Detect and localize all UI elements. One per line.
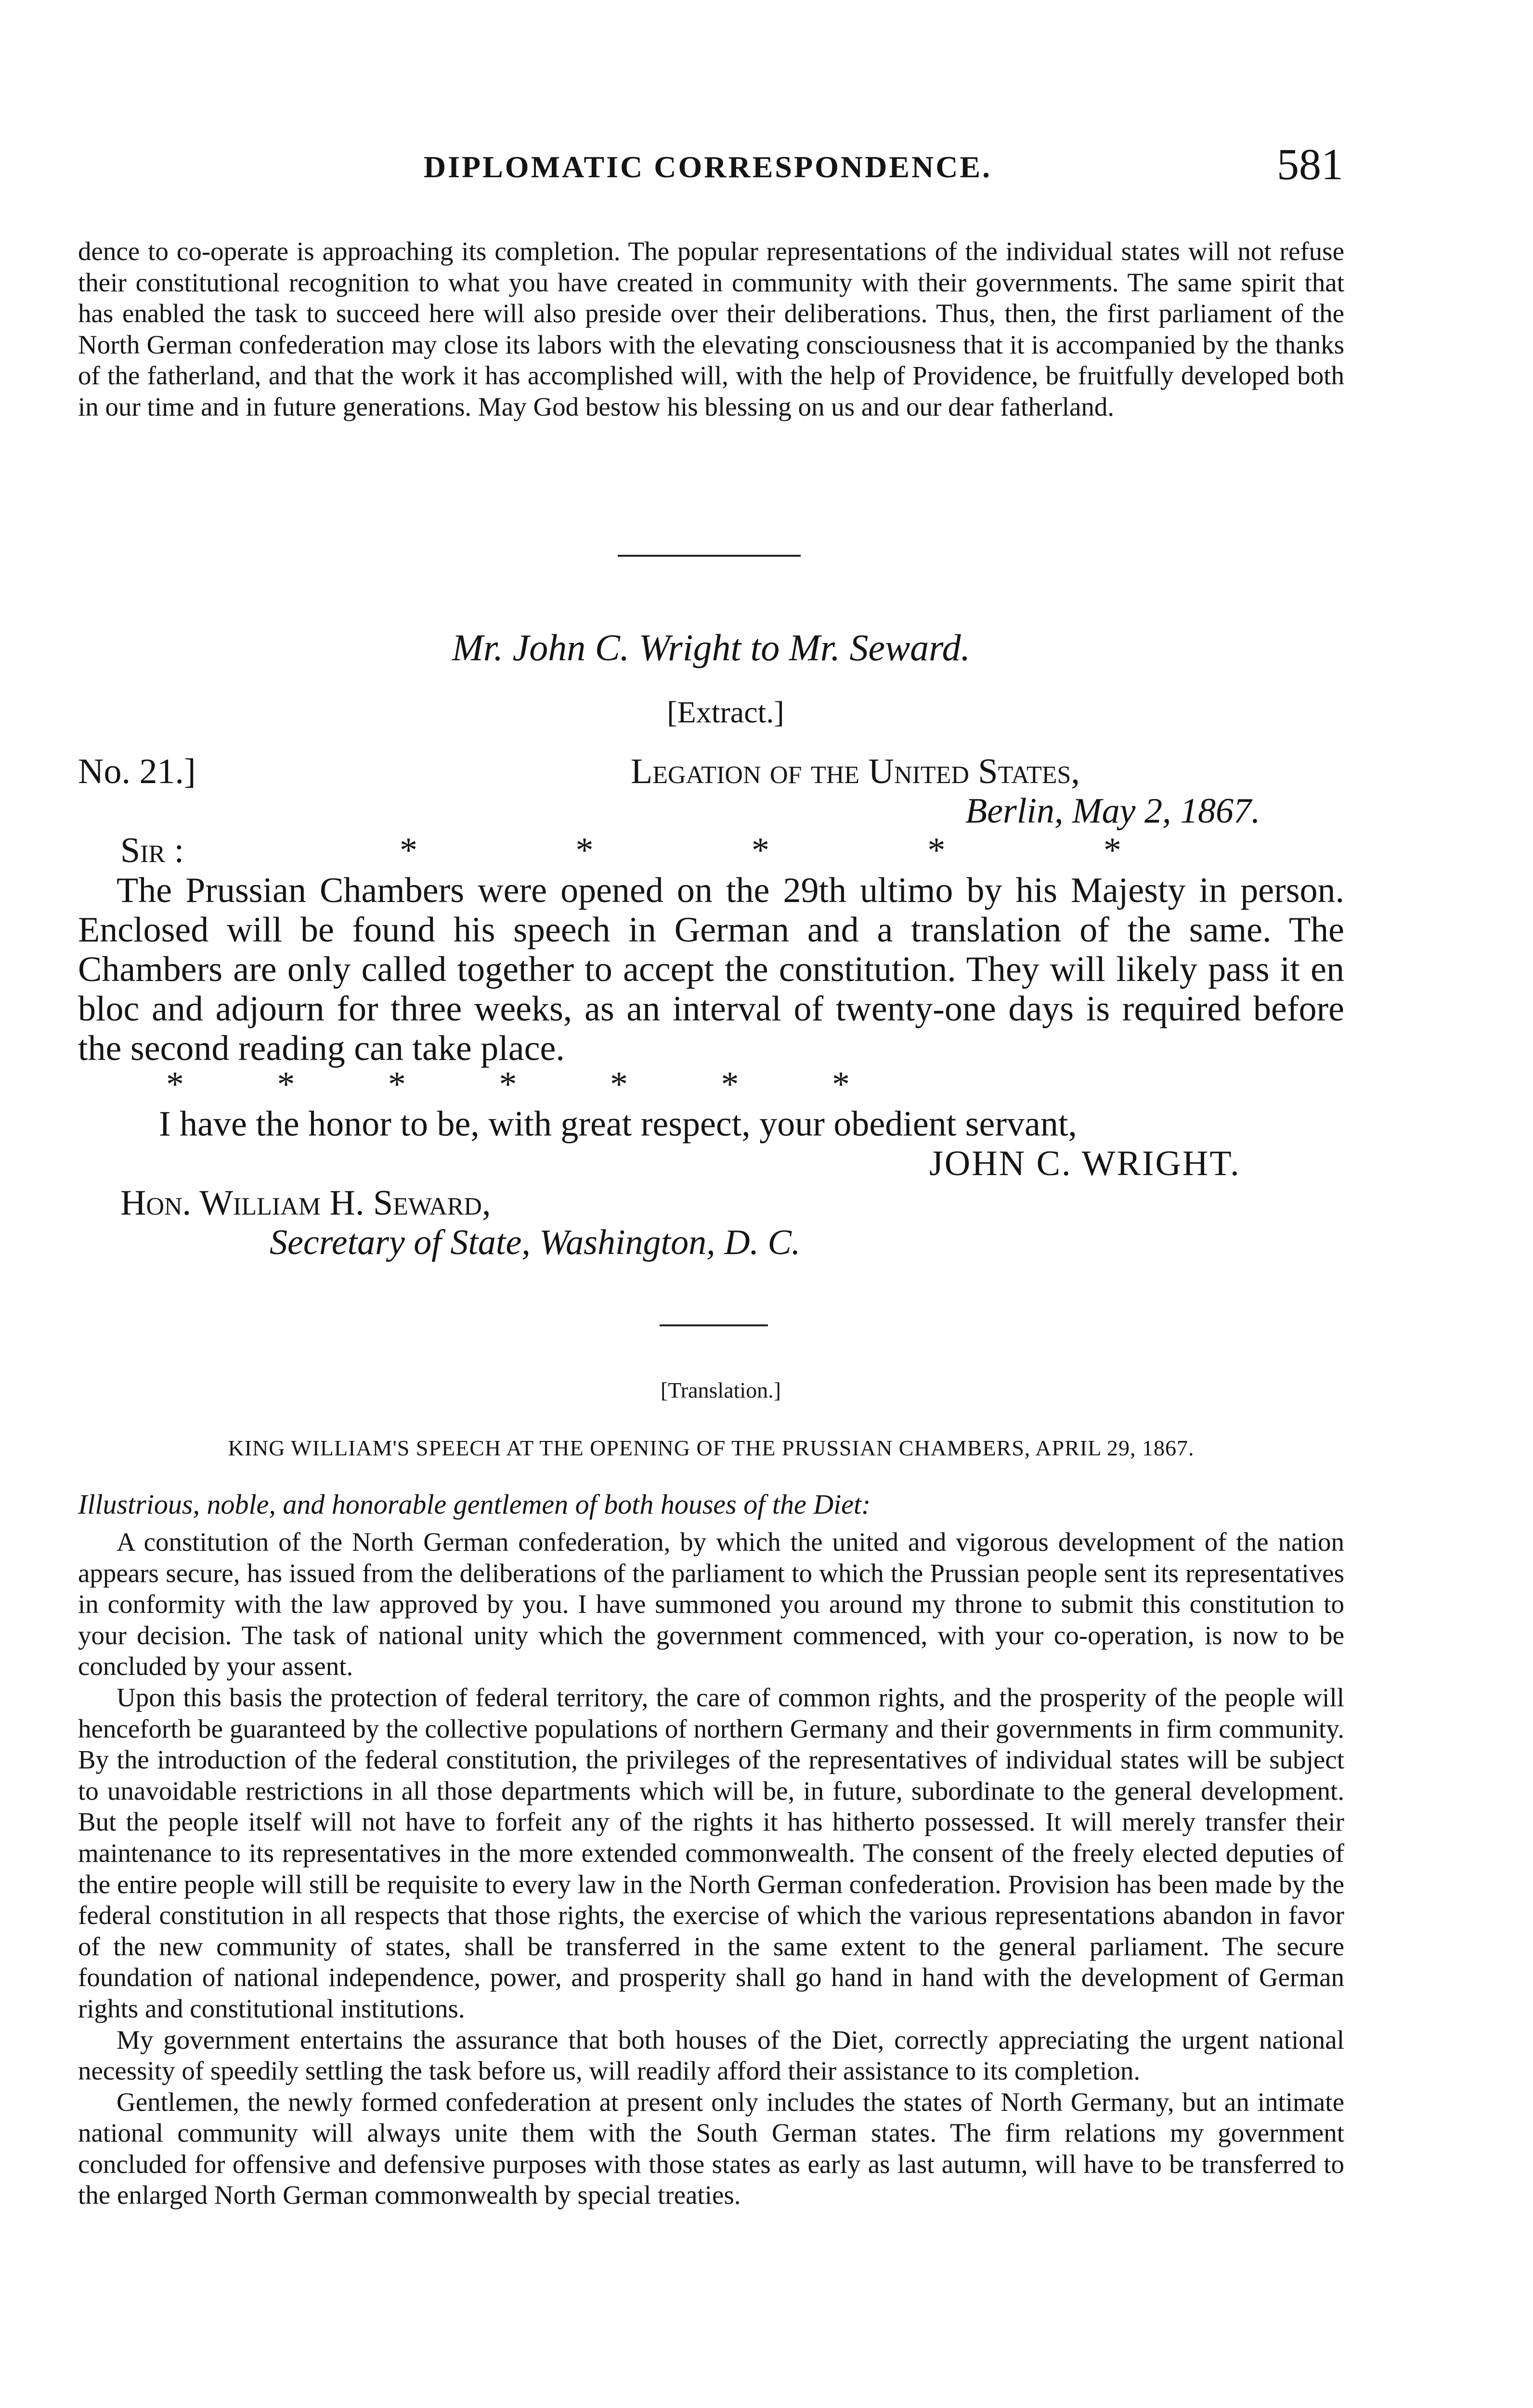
speech-title: KING WILLIAM'S SPEECH AT THE OPENING OF THE PRUSSIAN CHAMBERS, APRIL 29, 1867. — [228, 1436, 1195, 1460]
letter-heading: Mr. John C. Wright to Mr. Seward. — [452, 627, 971, 668]
section-divider — [618, 555, 801, 557]
speech-paragraph: My government entertains the assurance that both houses of the Diet, correctly appreciating the urgent national necessity of speedily settling the task before us, will readily afford their assistance to its completion. — [78, 2025, 1344, 2086]
section-divider-2 — [660, 1324, 768, 1326]
legation-line: Legation of the United States, — [631, 752, 1080, 791]
letter-body: The Prussian Chambers were opened on the 29th ultimo by his Majesty in person. Enclosed will be found his speech in German and a translation of the same. The Chambers are only called together to accept the constitution. They will likely pass it en bloc and adjourn for three weeks, as an interval of twenty-one days is required before the second reading can take place. — [78, 871, 1344, 1068]
translation-label: [Translation.] — [660, 1378, 781, 1402]
place-date: Berlin, May 2, 1867. — [965, 791, 1260, 831]
speech-paragraph: Gentlemen, the newly formed confederation at present only includes the states of North Germany, but an intimate national community will always unite them with the South German states. The firm relations my government concluded for offensive and defensive purposes with those states as early as last autumn, will have to be transferred to the enlarged North German commonwealth by special treaties. — [78, 2087, 1344, 2210]
speech-text — [78, 1527, 1344, 2211]
speech-paragraph: Upon this basis the protection of federal territory, the care of common rights, and the prosperity of the people will henceforth be guaranteed by the collective populations of northern Germany and their governments in firm community. By the introduction of the federal constitution, the privileges of the representatives of individual states will be subject to unavoidable restrictions in all those departments which will be, in future, subordinate to the general development. But the people itself will not have to forfeit any of the rights it has hitherto possessed. It will merely transfer their maintenance to its representatives in the more extended commonwealth. The consent of the freely elected deputies of the entire people will still be requisite to every law in the North German confederation. Provision has been made by the federal constitution in all respects that those rights, the exercise of which the various representations abandon in favor of the new community of states, shall be transferred in the same extent to the general parliament. The secure foundation of national independence, power, and prosperity shall go hand in hand with the development of German rights and constitutional institutions. — [78, 1682, 1344, 2023]
salutation: Sir : — [120, 831, 184, 870]
addressee-title: Secretary of State, Washington, D. C. — [270, 1223, 801, 1262]
closing-line: I have the honor to be, with great respect, your obedient servant, — [159, 1104, 1077, 1144]
ellipsis-stars-2: * * * * * * * — [166, 1065, 850, 1104]
page-number: 581 — [1277, 140, 1343, 189]
extract-label: [Extract.] — [667, 695, 784, 729]
signature: JOHN C. WRIGHT. — [929, 1144, 1241, 1183]
speech-address: Illustrious, noble, and honorable gentlemen of both houses of the Diet: — [78, 1489, 871, 1520]
addressee: Hon. William H. Seward, — [120, 1183, 491, 1223]
speech-paragraph: A constitution of the North German confederation, by which the united and vigorous development of the nation appears secure, has issued from the deliberations of the parliament to which the Prussian people sent its representatives in conformity with the law approved by you. I have summoned you around my throne to submit this constitution to your decision. The task of national unity which the government commenced, with your co-operation, is now to be concluded by your assent. — [78, 1527, 1344, 1681]
despatch-number: No. 21.] — [78, 752, 196, 791]
ellipsis-stars: * * * * * — [400, 831, 1121, 870]
running-header-title: DIPLOMATIC CORRESPONDENCE. — [423, 150, 992, 184]
continuation-paragraph: dence to co-operate is approaching its completion. The popular representations of the individual states will not refuse their constitutional recognition to what you have created in community with their governments. The same spirit that has enabled the task to succeed here will also preside over their deliberations. Thus, then, the first parliament of the North German confederation may close its labors with the elevating consciousness that it is accompanied by the thanks of the fatherland, and that the work it has accomplished will, with the help of Providence, be fruitfully developed both in our time and in future generations. May God bestow his blessing on us and our dear fatherland. — [78, 236, 1344, 421]
